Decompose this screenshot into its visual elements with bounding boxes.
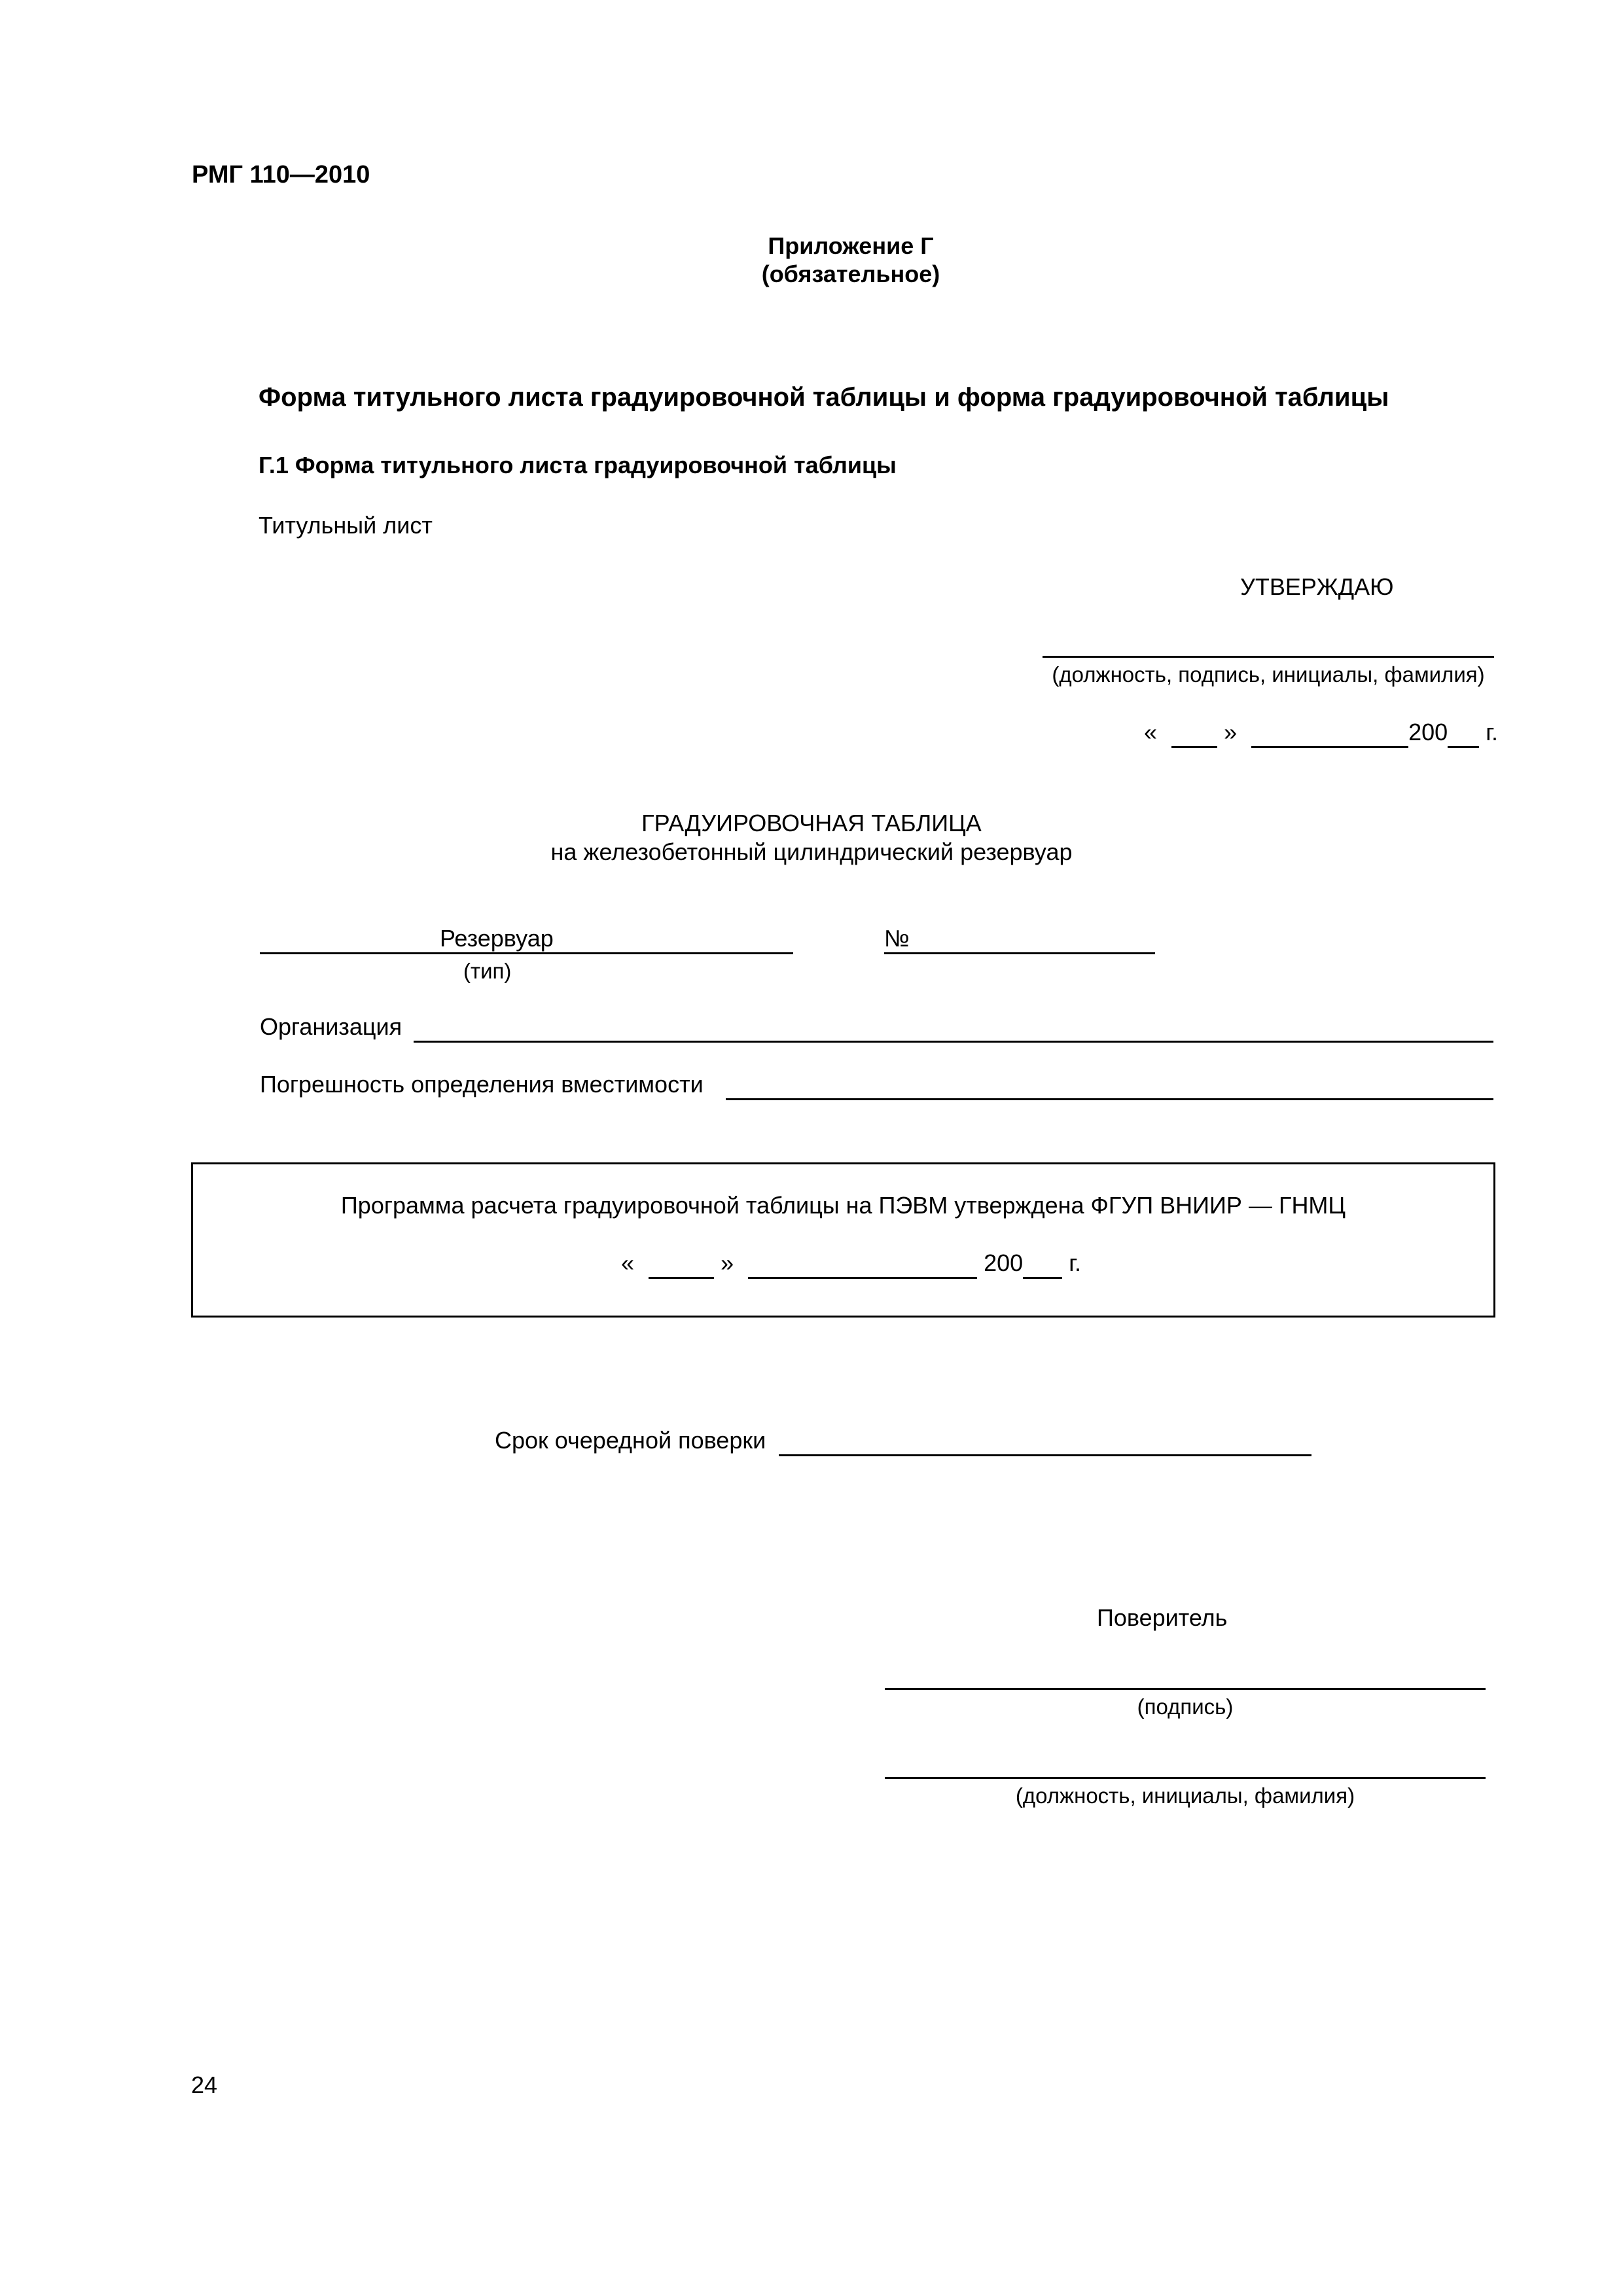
tank-label: Резервуар — [440, 925, 554, 952]
next-check-line — [779, 1454, 1311, 1456]
verifier-name-caption: (должность, инициалы, фамилия) — [1015, 1784, 1355, 1808]
program-date-close-quote: » — [721, 1249, 734, 1276]
tank-type-line — [260, 952, 793, 954]
date-close-quote: » — [1224, 719, 1238, 745]
tank-number-label: № — [884, 925, 910, 952]
title-page-label: Титульный лист — [259, 512, 433, 539]
tank-number-line — [884, 952, 1155, 954]
next-check-label: Срок очередной поверки — [495, 1427, 766, 1454]
approver-caption: (должность, подпись, инициалы, фамилия) — [1052, 662, 1485, 687]
verifier-name-line — [885, 1777, 1486, 1779]
appendix-note: (обязательное) — [761, 260, 940, 287]
document-code: РМГ 110—2010 — [192, 161, 370, 188]
day-blank — [1171, 719, 1217, 748]
program-date — [621, 1249, 1081, 1279]
tank-type-caption: (тип) — [463, 959, 512, 983]
approver-signature-line — [1043, 656, 1494, 658]
date-open-quote: « — [1144, 719, 1158, 745]
appendix-label: Приложение Г — [768, 232, 934, 259]
program-text: Программа расчета градуировочной таблицы на ПЭВМ утверждена ФГУП ВНИИР — ГНМЦ — [340, 1192, 1346, 1219]
program-year-suffix: г. — [1069, 1249, 1081, 1276]
program-month-blank — [748, 1249, 977, 1279]
program-year-blank — [1023, 1249, 1062, 1279]
accuracy-line — [726, 1098, 1493, 1100]
approve-label: УТВЕРЖДАЮ — [1240, 573, 1394, 600]
program-box — [191, 1162, 1495, 1318]
verifier-label: Поверитель — [1097, 1604, 1228, 1631]
year-prefix: 200 — [1408, 719, 1448, 745]
organization-line — [414, 1041, 1493, 1043]
month-blank — [1251, 719, 1408, 748]
verifier-signature-caption: (подпись) — [1137, 1695, 1234, 1719]
program-day-blank — [649, 1249, 714, 1279]
approval-date — [1144, 719, 1498, 748]
year-blank — [1448, 719, 1479, 748]
accuracy-label: Погрешность определения вместимости — [260, 1071, 704, 1098]
subsection-title: Г.1 Форма титульного листа градуировочной таблицы — [259, 452, 897, 478]
verifier-signature-line — [885, 1688, 1486, 1690]
organization-label: Организация — [260, 1013, 402, 1040]
page-number: 24 — [191, 2072, 218, 2098]
year-suffix: г. — [1486, 719, 1498, 745]
program-year-prefix: 200 — [984, 1249, 1024, 1276]
program-date-open-quote: « — [621, 1249, 635, 1276]
table-subtitle: на железобетонный цилиндрический резервуар — [550, 838, 1073, 865]
table-title: ГРАДУИРОВОЧНАЯ ТАБЛИЦА — [641, 810, 982, 836]
section-title: Форма титульного листа градуировочной таблицы и форма градуировочной таблицы — [259, 383, 1389, 412]
